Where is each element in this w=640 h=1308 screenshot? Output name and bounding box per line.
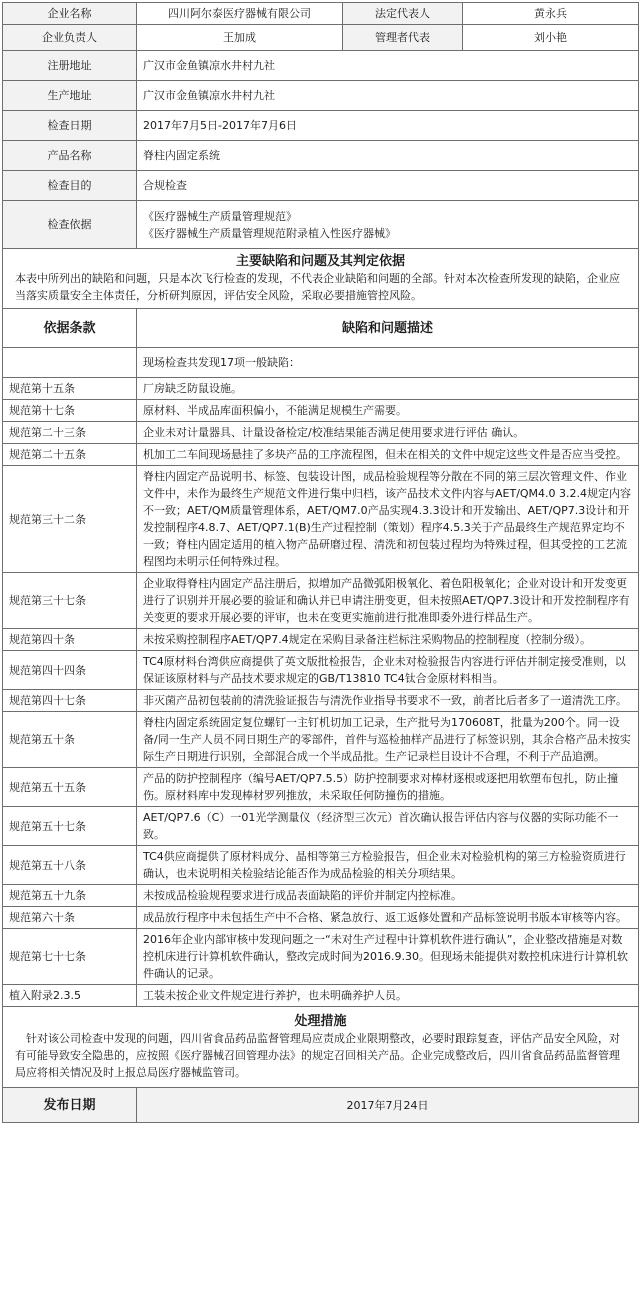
defect-clause: 规范第五十五条 — [3, 768, 137, 807]
measures-title: 处理措施 — [3, 1007, 639, 1031]
row-company-name — [3, 3, 639, 25]
row-measures-title — [3, 1007, 639, 1031]
defect-description: 产品的防护控制程序（编号AET/QP7.5.5）防护控制要求对棒材逐根或逐把用软塑布包扎，防止撞伤。原材料库中发现棒材罗列推放，未采取任何防撞伤的措施。 — [137, 768, 639, 807]
row-measures-body — [3, 1030, 639, 1088]
row-column-headers — [3, 309, 639, 348]
row-publish — [3, 1088, 639, 1123]
defect-row — [3, 807, 639, 846]
row-inspection-date — [3, 111, 639, 141]
col-header-desc: 缺陷和问题描述 — [137, 309, 639, 348]
legal-rep-label: 法定代表人 — [343, 3, 463, 25]
defect-description: 企业未对计量器具、计量设备检定/校准结果能否满足使用要求进行评估 确认。 — [137, 422, 639, 444]
basis-value — [137, 201, 639, 249]
measures-body: 针对该公司检查中发现的问题，四川省食品药品监督管理局应责成企业限期整改，必要时跟踪复查，评估产品安全风险，对有可能导致安全隐患的，应按照《医疗器械召回管理办法》的规定召回相关产品。企业完成整改后，四川省食品药品监督管理局应将相关情况及时上报总局医疗器械监管司。 — [3, 1030, 639, 1088]
defect-clause: 规范第四十七条 — [3, 690, 137, 712]
principal-value: 王加成 — [137, 25, 343, 51]
basis-line-2: 《医疗器械生产质量管理规范附录植入性医疗器械》 — [143, 226, 396, 240]
manager-rep-label: 管理者代表 — [343, 25, 463, 51]
defect-row — [3, 651, 639, 690]
inspection-date-label: 检查日期 — [3, 111, 137, 141]
defect-row — [3, 768, 639, 807]
purpose-value: 合规检查 — [137, 171, 639, 201]
reg-address-label: 注册地址 — [3, 51, 137, 81]
defect-description: 成品放行程序中未包括生产中不合格、紧急放行、返工返修处置和产品标签说明书版本审核等内容。 — [137, 907, 639, 929]
defect-row — [3, 929, 639, 985]
defect-row — [3, 985, 639, 1007]
defect-clause: 规范第七十七条 — [3, 929, 137, 985]
company-name-label: 企业名称 — [3, 3, 137, 25]
defect-description: 工装未按企业文件规定进行养护，也未明确养护人员。 — [137, 985, 639, 1007]
principal-label: 企业负责人 — [3, 25, 137, 51]
reg-address-value: 广汉市金鱼镇凉水井村九社 — [137, 51, 639, 81]
defect-clause: 规范第十七条 — [3, 400, 137, 422]
defect-description: 2016年企业内部审核中发现问题之一“未对生产过程中计算机软件进行确认”，企业整改措施是对数控机床进行计算机软件确认，整改完成时间为2016.9.30。但现场未能提供对数控机床进行计算机软件确认的记录。 — [137, 929, 639, 985]
defect-description: TC4原材料台湾供应商提供了英文版批检报告，企业未对检验报告内容进行评估并制定接受准则，以保证该原材料与产品技术要求规定的GB/T13810 TC4钛合金原材料相当。 — [137, 651, 639, 690]
manager-rep-value: 刘小艳 — [463, 25, 639, 51]
row-principal — [3, 25, 639, 51]
defect-clause: 规范第四十四条 — [3, 651, 137, 690]
defect-row — [3, 444, 639, 466]
product-name-label: 产品名称 — [3, 141, 137, 171]
publish-date-value: 2017年7月24日 — [137, 1088, 639, 1123]
defect-description: AET/QP7.6（C）一01光学测量仪（经济型三次元）首次确认报告评估内容与仪器的实际功能不一致。 — [137, 807, 639, 846]
defect-row — [3, 629, 639, 651]
company-name-value: 四川阿尔泰医疗器械有限公司 — [137, 3, 343, 25]
row-reg-address — [3, 51, 639, 81]
row-product-name — [3, 141, 639, 171]
defect-description: 脊柱内固定系统固定复位螺钉一主钉机切加工记录，生产批号为170608T，批量为200个。同一设备/同一生产人员不同日期生产的零部件，首件与巡检抽样产品进行了标签识别，其余合格产品未按实际生产日期进行识别，全部混合成一个半成品批。生产记录栏目设计不合理，不利于产品追溯。 — [137, 712, 639, 768]
defect-description: 非灭菌产品初包装前的清洗验证报告与清洗作业指导书要求不一致，前者比后者多了一道清洗工序。 — [137, 690, 639, 712]
defect-row — [3, 573, 639, 629]
prod-address-value: 广汉市金鱼镇凉水井村九社 — [137, 81, 639, 111]
defect-description: 脊柱内固定产品说明书、标签、包装设计图，成品检验规程等分散在不同的第三层次管理文件、作业文件中，未作为最终生产规范文件进行集中归档，该产品技术文件内容与AET/QM4.0 3.2.4规定内容不一致；AET/QM质量管理体系，AET/QM7.0产品实现4.3.3设计和开发输出、AET/QP7.3设计和开发控制程序4.8.7、AET/QP7.1(B)生产过程控制（策划）程序4.5.3关于产品最终生产规范界定均不一致；脊柱内固定适用的植入物产品研磨过程、清洗和初包装过程均为特殊过程，但其受控的工艺流程图均未明示任何特殊过程。 — [137, 466, 639, 573]
defect-description: 企业取得脊柱内固定产品注册后，拟增加产品微弧阳极氧化、着色阳极氧化；企业对设计和开发变更进行了识别并开展必要的验证和确认并已申请注册变更，但未按照AET/QP7.3设计和开发控制程序有关变更的要求开展必要的评审，也未在变更实施前进行批准即委外进行样品生产。 — [137, 573, 639, 629]
defect-row — [3, 846, 639, 885]
defect-clause: 规范第二十五条 — [3, 444, 137, 466]
row-defects-title — [3, 249, 639, 271]
row-defects-intro — [3, 270, 639, 309]
defect-description: 未按成品检验规程要求进行成品表面缺陷的评价并制定内控标准。 — [137, 885, 639, 907]
basis-label: 检查依据 — [3, 201, 137, 249]
summary-clause-empty — [3, 348, 137, 378]
defect-clause: 规范第五十九条 — [3, 885, 137, 907]
inspection-date-value: 2017年7月5日-2017年7月6日 — [137, 111, 639, 141]
defect-description: 未按采购控制程序AET/QP7.4规定在采购目录备注栏标注采购物品的控制程度（控制分级）。 — [137, 629, 639, 651]
defect-clause: 规范第六十条 — [3, 907, 137, 929]
basis-line-1: 《医疗器械生产质量管理规范》 — [143, 209, 297, 223]
defects-summary: 现场检查共发现17项一般缺陷： — [137, 348, 639, 378]
defect-row — [3, 378, 639, 400]
defect-row — [3, 690, 639, 712]
defects-section-title: 主要缺陷和问题及其判定依据 — [3, 249, 639, 271]
defect-row — [3, 466, 639, 573]
defect-clause: 规范第五十七条 — [3, 807, 137, 846]
defect-description: TC4供应商提供了原材料成分、晶相等第三方检验报告，但企业未对检验机构的第三方检验资质进行确认，也未说明相关检验结论能否作为成品检验的相关分项结果。 — [137, 846, 639, 885]
defect-clause: 植入附录2.3.5 — [3, 985, 137, 1007]
publish-date-label: 发布日期 — [3, 1088, 137, 1123]
product-name-value: 脊柱内固定系统 — [137, 141, 639, 171]
defect-description: 厂房缺乏防鼠设施。 — [137, 378, 639, 400]
row-basis — [3, 201, 639, 249]
prod-address-label: 生产地址 — [3, 81, 137, 111]
defect-clause: 规范第五十条 — [3, 712, 137, 768]
defect-clause: 规范第十五条 — [3, 378, 137, 400]
defect-clause: 规范第五十八条 — [3, 846, 137, 885]
legal-rep-value: 黄永兵 — [463, 3, 639, 25]
defect-row — [3, 907, 639, 929]
defect-clause: 规范第四十条 — [3, 629, 137, 651]
inspection-report-table — [2, 2, 639, 1123]
col-header-basis: 依据条款 — [3, 309, 137, 348]
row-defects-summary — [3, 348, 639, 378]
defect-description: 机加工二车间现场悬挂了多块产品的工序流程图，但未在相关的文件中规定这些文件是否应当受控。 — [137, 444, 639, 466]
defect-row — [3, 422, 639, 444]
defects-section-intro: 本表中所列出的缺陷和问题，只是本次飞行检查的发现，不代表企业缺陷和问题的全部。针对本次检查所发现的缺陷，企业应当落实质量安全主体责任，分析研判原因，评估安全风险，采取必要措施管控风险。 — [3, 270, 639, 309]
row-purpose — [3, 171, 639, 201]
defect-row — [3, 400, 639, 422]
row-prod-address — [3, 81, 639, 111]
defect-row — [3, 712, 639, 768]
defect-row — [3, 885, 639, 907]
defect-clause: 规范第二十三条 — [3, 422, 137, 444]
purpose-label: 检查目的 — [3, 171, 137, 201]
defect-clause: 规范第三十七条 — [3, 573, 137, 629]
defect-clause: 规范第三十二条 — [3, 466, 137, 573]
defect-description: 原材料、半成品库面积偏小，不能满足规模生产需要。 — [137, 400, 639, 422]
